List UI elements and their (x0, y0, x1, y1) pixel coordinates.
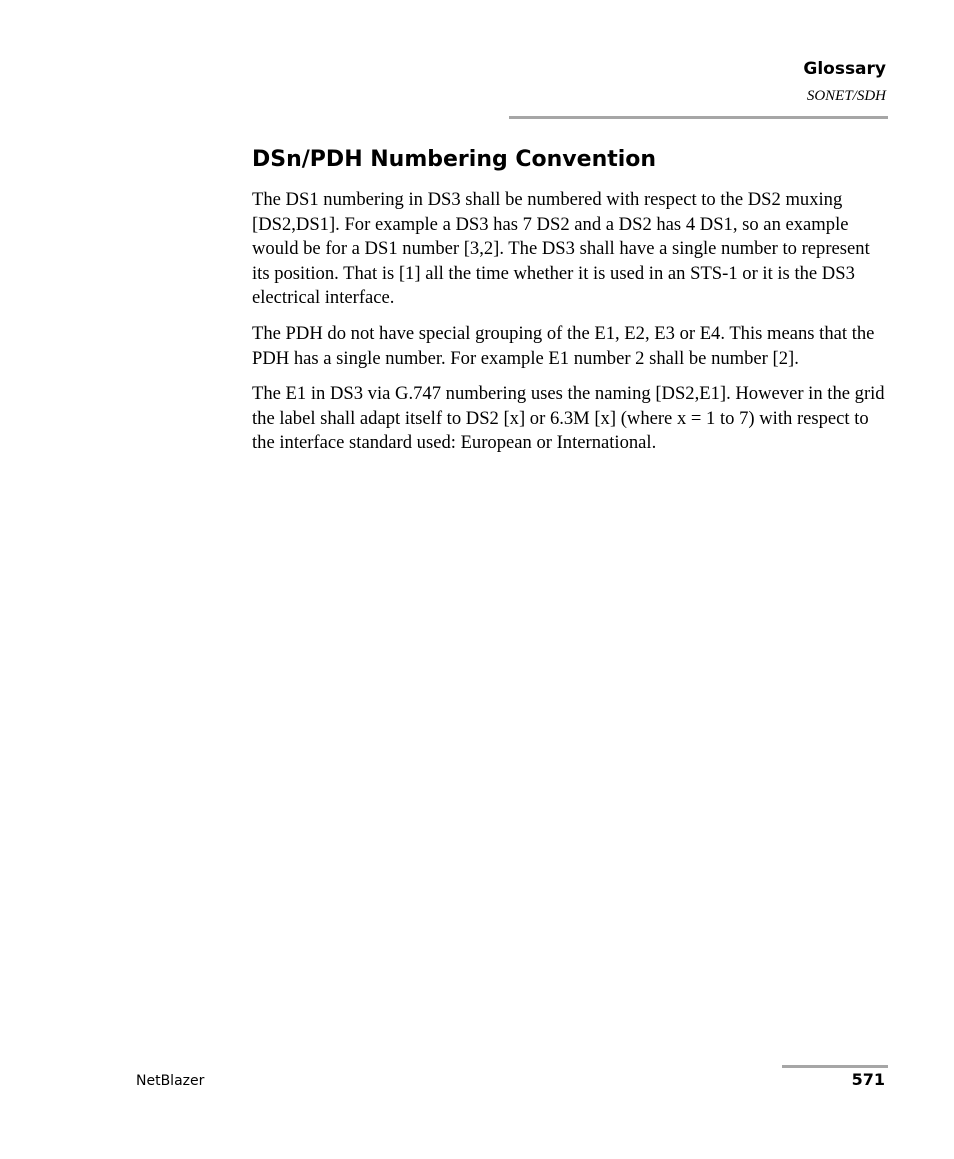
header-section-subtitle: SONET/SDH (806, 88, 886, 104)
running-header (803, 58, 886, 106)
body-paragraph-3: The E1 in DS3 via G.747 numbering uses the naming [DS2,E1]. However in the grid the label shall adapt itself to DS2 [x] or 6.3M [x] (where x = 1 to 7) with respect to the interface standard used: European or International. (252, 383, 885, 454)
main-content (252, 143, 888, 467)
body-paragraph-1: The DS1 numbering in DS3 shall be numbered with respect to the DS2 muxing [DS2,DS1]. For example a DS3 has 7 DS2 and a DS2 has 4 DS1, so an example would be for a DS1 number [3,2]. The DS3 shall have a single number to represent its position. That is [1] all the time whether it is used in an STS-1 or it is the DS3 electrical interface. (252, 189, 870, 309)
page-number: 571 (851, 1070, 885, 1089)
header-chapter-title: Glossary (803, 59, 886, 79)
footer-product-name: NetBlazer (136, 1073, 205, 1089)
body-paragraph-2: The PDH do not have special grouping of the E1, E2, E3 or E4. This means that the PDH has a single number. For example E1 number 2 shall be number [2]. (252, 322, 875, 369)
section-heading: DSn/PDH Numbering Convention (252, 147, 657, 172)
header-divider (509, 116, 888, 119)
footer-divider (782, 1065, 888, 1068)
